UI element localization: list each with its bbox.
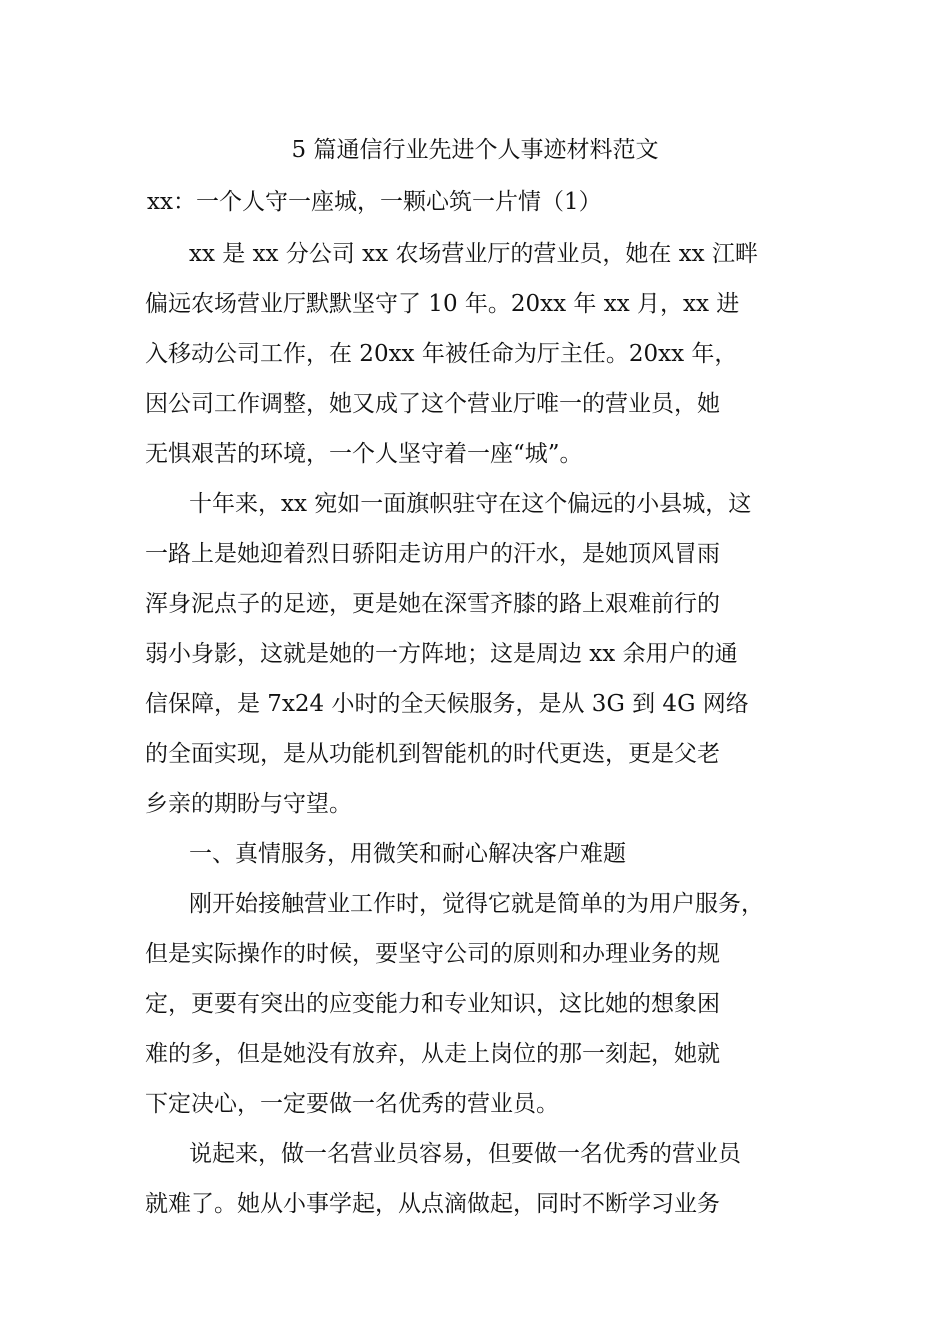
body-line: 信保障，是 7x24 小时的全天候服务，是从 3G 到 4G 网络 [145, 691, 749, 717]
body-line: 一路上是她迎着烈日骄阳走访用户的汗水，是她顶风冒雨 [145, 541, 720, 567]
body-line: 但是实际操作的时候，要坚守公司的原则和办理业务的规 [145, 941, 720, 967]
document-subtitle: xx：一个人守一座城，一颗心筑一片情（1） [147, 189, 602, 215]
body-line: 浑身泥点子的足迹，更是她在深雪齐膝的路上艰难前行的 [145, 591, 720, 617]
body-line: 十年来，xx 宛如一面旗帜驻守在这个偏远的小县城，这 [189, 491, 752, 517]
body-line: 下定决心，一定要做一名优秀的营业员。 [145, 1091, 559, 1117]
body-line: 无惧艰苦的环境，一个人坚守着一座“城”。 [145, 441, 583, 467]
section-heading: 一、真情服务，用微笑和耐心解决客户难题 [189, 841, 626, 867]
body-line: xx 是 xx 分公司 xx 农场营业厅的营业员，她在 xx 江畔 [189, 241, 758, 267]
document-title: 5 篇通信行业先进个人事迹材料范文 [291, 137, 659, 163]
body-line: 说起来，做一名营业员容易，但要做一名优秀的营业员 [189, 1141, 741, 1167]
body-line: 弱小身影，这就是她的一方阵地；这是周边 xx 余用户的通 [145, 641, 738, 667]
body-line: 偏远农场营业厅默默坚守了 10 年。20xx 年 xx 月，xx 进 [145, 291, 740, 317]
body-line: 乡亲的期盼与守望。 [145, 791, 352, 817]
body-line: 定，更要有突出的应变能力和专业知识，这比她的想象困 [145, 991, 720, 1017]
body-line: 就难了。她从小事学起，从点滴做起，同时不断学习业务 [145, 1191, 720, 1217]
body-line: 刚开始接触营业工作时，觉得它就是简单的为用户服务， [189, 891, 764, 917]
body-line: 因公司工作调整，她又成了这个营业厅唯一的营业员，她 [145, 391, 720, 417]
body-line: 难的多，但是她没有放弃，从走上岗位的那一刻起，她就 [145, 1041, 720, 1067]
body-line: 入移动公司工作，在 20xx 年被任命为厅主任。20xx 年， [145, 341, 738, 367]
body-line: 的全面实现，是从功能机到智能机的时代更迭，更是父老 [145, 741, 720, 767]
document-body [145, 229, 815, 1229]
